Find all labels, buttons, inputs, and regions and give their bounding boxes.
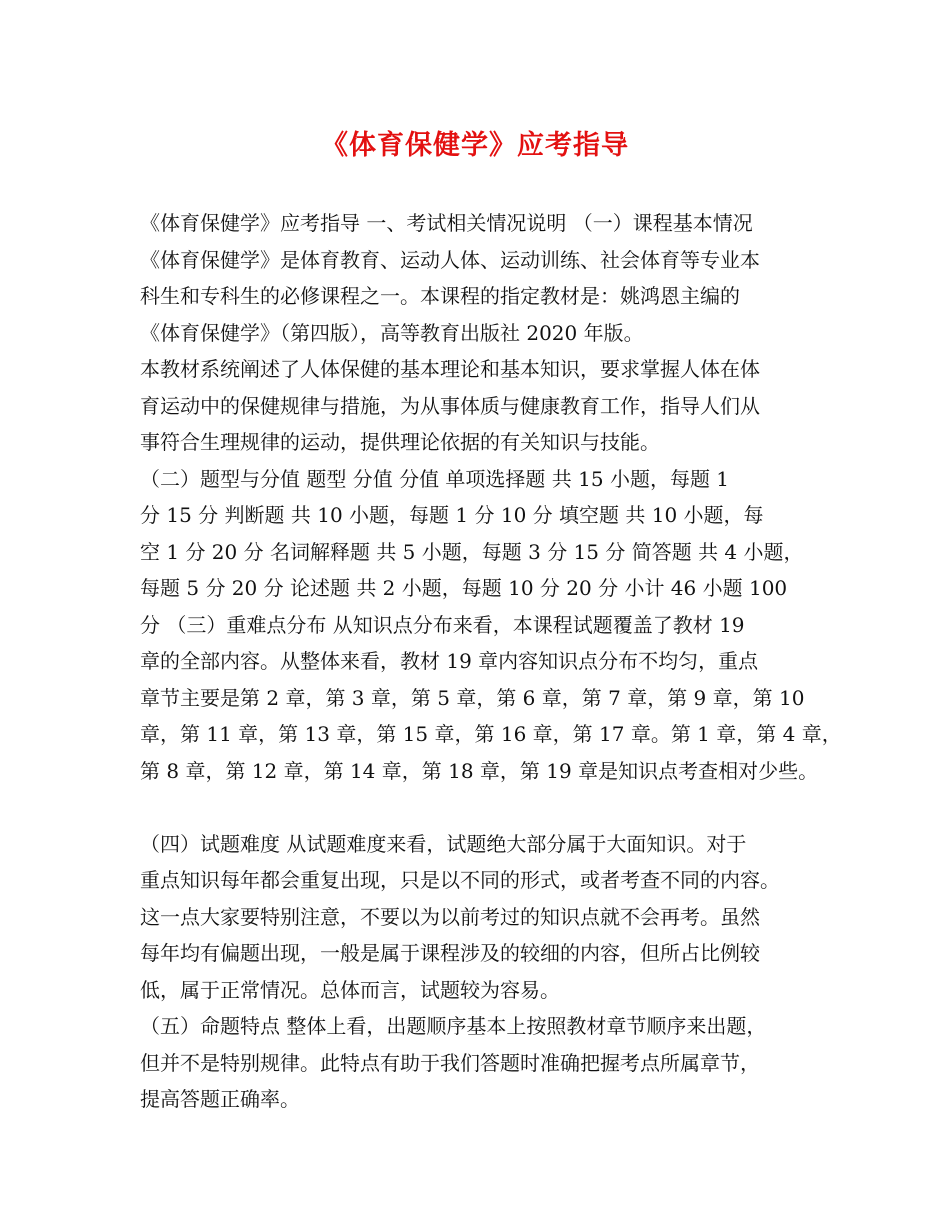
text-line: 章，第 11 章，第 13 章，第 15 章，第 16 章，第 17 章。第 1 章，第 4 章， bbox=[140, 722, 842, 746]
text-line: 本教材系统阐述了人体保健的基本理论和基本知识，要求掌握人体在体 bbox=[140, 357, 760, 381]
text-line: 分 （三）重难点分布 从知识点分布来看，本课程试题覆盖了教材 19 bbox=[140, 612, 745, 637]
paragraph-gap bbox=[140, 789, 830, 826]
text-line: 低，属于正常情况。总体而言，试题较为容易。 bbox=[140, 977, 560, 1002]
text-line: 分 15 分 判断题 共 10 小题，每题 1 分 10 分 填空题 共 10 小题，每 bbox=[140, 503, 764, 527]
text-line: 育运动中的保健规律与措施，为从事体质与健康教育工作，指导人们从 bbox=[140, 393, 760, 418]
text-line: 空 1 分 20 分 名词解释题 共 5 小题，每题 3 分 15 分 简答题 共 4 小题， bbox=[140, 539, 804, 564]
text-line: （四）试题难度 从试题难度来看，试题绝大部分属于大面知识。对于 bbox=[140, 831, 747, 856]
text-line: 章的全部内容。从整体来看，教材 19 章内容知识点分布不均匀，重点 bbox=[140, 649, 759, 673]
text-line: 《体育保健学》（第四版），高等教育出版社 2020 年版。 bbox=[140, 320, 644, 345]
text-line: 重点知识每年都会重复出现，只是以不同的形式，或者考查不同的内容。 bbox=[140, 868, 780, 892]
text-line: 但并不是特别规律。此特点有助于我们答题时准确把握考点所属章节， bbox=[140, 1050, 760, 1075]
text-line: （二）题型与分值 题型 分值 分值 单项选择题 共 15 小题，每题 1 bbox=[140, 466, 730, 491]
text-line: 《体育保健学》是体育教育、运动人体、运动训练、社会体育等专业本 bbox=[140, 247, 760, 272]
text-line: 提高答题正确率。 bbox=[140, 1087, 300, 1111]
document-body bbox=[140, 205, 842, 1118]
text-line: 《体育保健学》应考指导 一、考试相关情况说明 （一）课程基本情况 bbox=[140, 211, 753, 235]
text-line: 事符合生理规律的运动，提供理论依据的有关知识与技能。 bbox=[140, 430, 660, 454]
text-line: 每题 5 分 20 分 论述题 共 2 小题，每题 10 分 20 分 小计 46 小题 100 bbox=[140, 576, 788, 600]
text-line: 每年均有偏题出现，一般是属于课程涉及的较细的内容，但所占比例较 bbox=[140, 941, 760, 965]
text-line: 章节主要是第 2 章，第 3 章，第 5 章，第 6 章，第 7 章，第 9 章，第 10 bbox=[140, 685, 805, 710]
text-line: 科生和专科生的必修课程之一。本课程的指定教材是：姚鸿恩主编的 bbox=[140, 284, 740, 308]
text-line: （五）命题特点 整体上看，出题顺序基本上按照教材章节顺序来出题， bbox=[140, 1014, 767, 1038]
page-title: 《体育保健学》应考指导 bbox=[321, 130, 629, 161]
text-line: 第 8 章，第 12 章，第 14 章，第 18 章，第 19 章是知识点考查相对少些。 bbox=[140, 758, 819, 783]
text-line: 这一点大家要特别注意，不要以为以前考过的知识点就不会再考。虽然 bbox=[140, 904, 760, 929]
